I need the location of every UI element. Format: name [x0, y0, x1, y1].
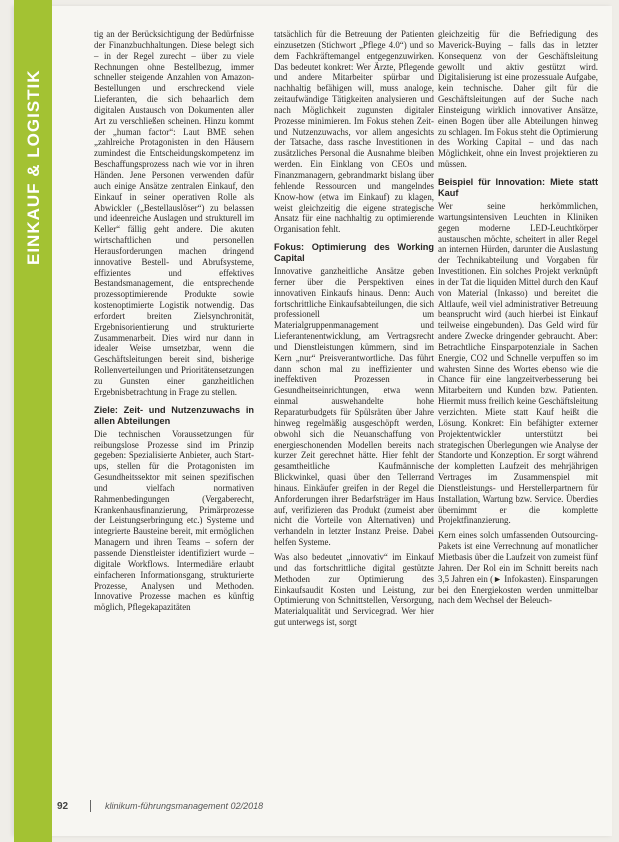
body-paragraph: Wer seine herkömmlichen, wartungsintensiven Leuchten in Kliniken gegen moderne LED-Leuchtkörper austauschen möchte, scheitert in aller Regel an internen Hürden, darunter die Auslastung der Technikabteilung und Vorgaben für Investitionen. Ein solches Projekt verknüpft in der Tat die liquiden Mittel durch den Kauf von Material (Inkasso) und bereitet die Altlaufe, weil viel administrativer Betreuung beansprucht wird (auch hierbei ist Einkauf teilweise eingebunden). Das Geld wird für andere Zwecke dringender gebraucht. Aber: Betrachtliche Einsparpotenziale in Sachen Energie, CO2 und Schnelle verpuffen so im wahrsten Sinne des Wortes ebenso wie die Chance für eine langzeitverbesserung bei Mitarbeitern und Kunden bzw. Patienten. Hiermit muss freilich keine Geschäftsleitung verzichten. Miete statt Kauf heißt die Lösung. Konkret: Ein befähigter externer Projektentwickler unterstützt bei strategischen Überlegungen wie Analyse der Standorte und Konzeption. Er sorgt während der kompletten Laufzeit des mehrjährigen Vertrages im Zusammenspiel mit Dienstleistungs- und Herstellerpartnern für Installation, Wartung bzw. Service. Überdies übernimmt er die komplette Projektfinanzierung. — [438, 200, 598, 526]
text-column-3 — [438, 29, 598, 610]
section-heading: Fokus: Optimierung des Working Capital — [274, 242, 434, 264]
body-paragraph: gleichzeitig für die Befriedigung des Maverick-Buying – falls das in letzter Konsequenz von der Geschäftsleitung gewollt und aktiv gestützt wird. Digitalisierung ist eine prozessuale Aufgabe, kein technische. Daher gilt für die Geschäftsleitungen auf der Suche nach Einsteigung wirklich innovativer Ansätze, einen Bogen über alle Abteilungen hinweg zu schlagen. Im Fokus steht die Optimierung des Working Capital – und das nach Möglichkeit, ohne ein Invest projektieren zu müssen. — [438, 29, 598, 170]
body-paragraph: Die technischen Voraussetzungen für reibungslose Prozesse sind im Prinzip gegeben: Spezialisierte Anbieter, auch Start-ups, stellen für die Protagonisten im Gesundheitssektor mit seinen spezifischen und vielfach normativen Rahmenbedingungen (Vergaberecht, Krankenhausfinanzierung, Primärprozesse der Leistungserbringung etc.) Systeme und integrierte Bausteine bereit, mit ermöglichen Managern und ihren Teams – sofern der passende Dienstleister identifiziert wurde – digitale Workflows. Intermediäre erlaubt einfacheren Informationsgang, strukturierte Prozesse, Analysen und Methoden. Innovative Prozesse machen es künftig möglich, Pflegekapazitäten — [94, 428, 254, 613]
body-paragraph: Innovative ganzheitliche Ansätze geben ferner über die Perspektiven eines innovativen Einkaufs hinaus. Denn: Auch fortschrittliche Einkaufsabteilungen, die sich professionell um Materialgruppenmanagement und Lieferantenentwicklung, am Vertragsrecht und Dienstleistungen kümmern, sind im Kern „nur“ Preisverantwortliche. Das führt dann schon mal zu ineffizienter und ineffektiven Prozessen in Gesundheitseinrichtungen, etwa wenn einmal auswehandelte hohe Reparaturbudgets für Spülsräten über Jahre hinweg regelmäßig ausgeschöpft werden, obwohl sich die Neuanschaffung von energieschonenden Modellen bereits nach kurzer Zeit gerechnet hätte. Hier fehlt der gesamtheitliche Kaufmännische Blickwinkel, quasi über den Tellerrand hinaus. Einkäufer greifen in der Regel die Anforderungen ihrer Bedarfsträger im Haus auf, verifizieren das Produkt (zumeist aber nicht die Vorteile von Alternativen) und verhandeln in letzter Instanz Preise. Dabei helfen Systeme. — [274, 266, 434, 548]
body-paragraph: Kern eines solch umfassenden Outsourcing-Pakets ist eine Verrechnung auf monatlicher Mietbasis über die Laufzeit von zumeist fünf Jahren. Der Rol ein im Schnitt bereits nach 3,5 Jahren ein (► Infokasten). Einsparungen bei den Energiekosten werden unmittelbar nach dem Wechsel der Beleuch- — [438, 530, 598, 606]
section-heading: Beispiel für Innovation: Miete statt Kauf — [438, 176, 598, 198]
section-heading: Ziele: Zeit- und Nutzenzuwachs in allen Abteilungen — [94, 404, 254, 426]
section-tab-label: EINKAUF & LOGISTIK — [24, 69, 43, 265]
body-paragraph: tatsächlich für die Betreuung der Patienten einzusetzen (Stichwort „Pflege 4.0“) und so dem Fachkräftemangel entgegenzuwirken. Das bedeutet konkret: Wer Ärzte, Pflegende und andere Mitarbeiter spürbar und nachhaltig befähigen will, muss analoge, zeitaufwändige Tätigkeiten analysieren und nach Möglichkeit zugunsten digitaler Prozesse minimieren. Im Fokus stehen Zeit- und Nutzenzuwachs, vor allem angesichts der Tatsache, dass rasche Investitionen in zusätzliches Personal die Ausnahme bleiben werden. Ein Einklang von CEOs und Finanzmanagern, gebrandmarkt bislang über fehlende Ressourcen und mangelndes Know-how (etwa im Einkauf) zu klagen, weist gleichzeitig die eigene strategische Ansatz für eine nachhaltig zu optimierende Organisation fehlt. — [274, 29, 434, 235]
page-number: 92 — [57, 801, 69, 812]
text-column-2 — [274, 29, 434, 632]
body-paragraph: tig an der Berücksichtigung der Bedürfnisse der Finanzbuchhaltungen. Diese belegt sich – in der Regel zurecht – über zu viele Rechnungen ohne Bestellbezug, immer schneller steigende Anzahlen von Amazon-Bestellungen und erschreckend viele Lieferanten, die sich behaarlich dem digitalen Austausch von Dokumenten aller Art zu verschließen scheinen. Hinzu kommt der „human factor“: Laut BME sehen „zahlreiche Protagonisten in den Häusern zumindest die Entscheidungskompetenz im Beschaffungsprozess nach wie vor in ihren Händen. Jene Personen verwenden dafür auch einige Ansätze zentralen Einkauf, den Einkauf in seiner operativen Rolle als Abwickler („Bestellauslöser“) zu belassen und ideenreiche Auslagen und strukturell im Keller“ fällig geht andere. Die akuten wirtschaftlichen und personellen Herausforderungen machen dringend innovative Bestell- und Abrufsysteme, effizientes und effektives Bestandsmanagement, die entsprechende prozessoptimierende Produkte sowie kostenoptimierte Logistik notwendig. Das erfordert breiten Zielsynchronität, Ergebnisorientierung und strukturierte Zusammenarbeit. Dies wird nur dann in idealer Weise umsetzbar, wenn die Geschäftsleitungen bereit sind, bisherige Rollenverteilungen und Prioritätensetzungen zu Gunsten einer ganzheitlichen Ergebnisbetrachtung in Frage zu stellen. — [94, 29, 254, 397]
body-paragraph: Was also bedeutet „innovativ“ im Einkauf und das fortschrittliche digital gestützte Methoden zur Optimierung des Einkaufsaudit Kosten und Leistung, zur Optimierung von Schnittstellen, Versorgung, Materialqualität und Servicegrad. Wer hier gut unterwegs ist, sorgt — [274, 551, 434, 628]
page-footer — [57, 801, 357, 815]
text-column-1 — [94, 29, 254, 617]
footer-separator — [90, 800, 91, 812]
publication-name: klinikum-führungsmanagement 02/2018 — [105, 801, 264, 811]
